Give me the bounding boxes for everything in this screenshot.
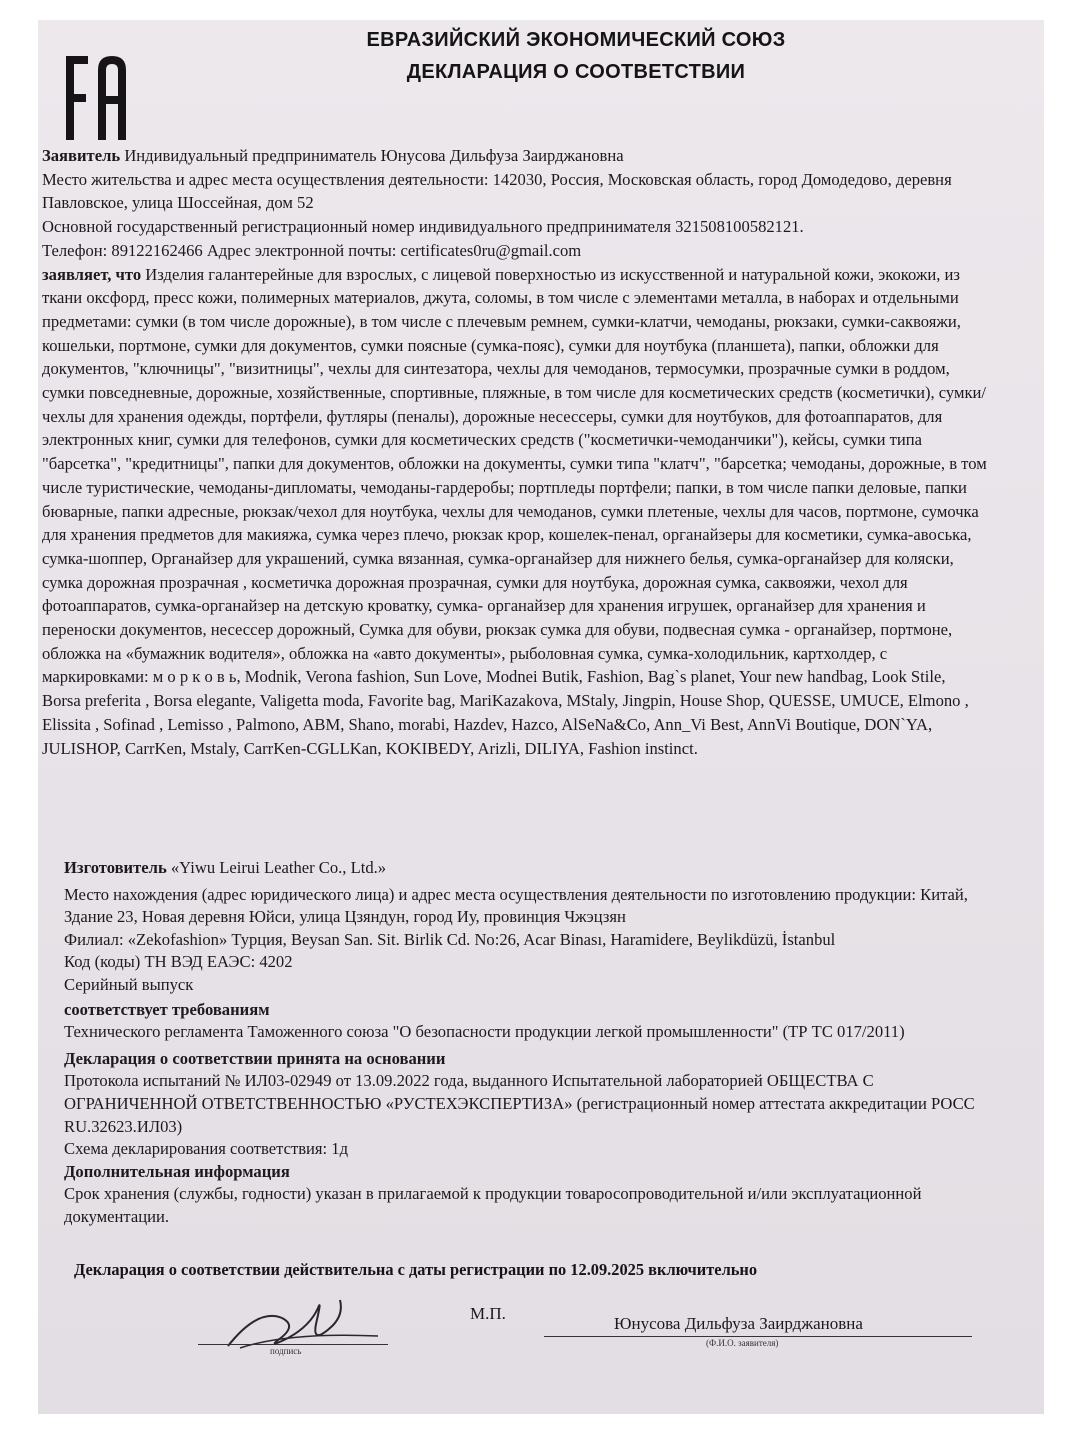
manufacturer-section: [64, 857, 994, 1229]
basis-label: Декларация о соответствии принята на основании: [64, 1048, 446, 1068]
basis-scheme: Схема декларирования соответствия: 1д: [64, 1139, 349, 1159]
declares-text: Изделия галантерейные для взрослых, с лицевой поверхностью из искусственной и натуральной кожи, экокожи, из ткани оксфорд, пресс кожи, полимерных материалов, джута, соломы, в том числе с элементами металла, в наборах и отдельными предметами: сумки (в том числе дорожные), в том числе с плечевым ремнем, сумки-клатчи, чемоданы, рюкзаки, сумки-саквояжи, кошельки, портмоне, сумки для документов, сумки поясные (сумка-пояс), сумки для ноутбука (планшета), папки, обложки для документов, "ключницы", "визитницы", чехлы для синтезатора, чехлы для чемоданов, термосумки, прозрачные сумки в роддом, сумки повседневные, дорожные, хозяйственные, спортивные, пляжные, в том числе для косметических средств (косметички), сумки/чехлы для хранения одежды, портфели, футляры (пеналы), дорожные несессеры, сумки для ноутбуков, для фотоаппаратов, для электронных книг, сумки для телефонов, сумки для косметических средств ("косметички-чемоданчики"), кейсы, сумки типа "барсетка", "кредитницы", папки для документов, обложки на документы, сумки типа "клатч", "барсетка; чемоданы, дорожные, в том числе туристические, чемоданы-дипломаты, чемоданы-гардеробы; портпледы портфели; папки, в том числе папки деловые, папки бюварные, папки адресные, рюкзак/чехол для ноутбука, чехлы для чемоданов, сумки плетеные, чехлы для часов, портмоне, сумочка для хранения предметов для макияжа, сумка через плечо, рюкзак крор, кошелек-пенал, органайзеры для косметики, сумка-авоська, сумка-шоппер, Органайзер для украшений, сумка вязанная, сумка-органайзер для нижнего белья, сумка-органайзер для коляски, сумка дорожная прозрачная , косметичка дорожная прозрачная, сумки для ноутбука, дорожная сумка, саквояжи, чехол для фотоаппаратов, сумка-органайзер на детскую кроватку, сумка- органайзер для хранения игрушек, органайзер для хранения и переноски документов, несессер дорожный, Сумка для обуви, рюкзак сумка для обуви, подвесная сумка - органайзер, портмоне, обложка на «бумажник водителя», обложка на «авто документы», рыболовная сумка, сумка-холодильник, картхолдер, с маркировками: м о р к о в ь, Modnik, Verona fashion, Sun Love, Modnei Butik, Fashion, Bag`s planet, Your new handbag, Look Stile, Borsa preferita , Borsa elegante, Valigetta moda, Favorite bag, MariKazakova, MStaly, Jingpin, House Shop, QUESSE, UMUCE, Elmono , Elissita , Sofinad , Lemisso , Palmono, ABM, Shano, morabi, Hazdev, Hazco, AlSeNa&Co, Ann_Vi Best, AnnVi Boutique, DON`YA, JULISHOP, CarrKen, Mstaly, CarrKen-CGLLKan, KOKIBEDY, Arizli, DILIYA, Fashion instinct.: [42, 264, 987, 758]
applicant-line: [42, 144, 988, 168]
applicant-name: Индивидуальный предприниматель Юнусова Дильфуза Заирджановна: [124, 146, 624, 165]
header-declaration-title: ДЕКЛАРАЦИЯ О СООТВЕТСТВИИ: [406, 61, 746, 83]
manufacturer-branch: Филиал: «Zekofashion» Турция, Beysan San. Sit. Birlik Cd. No:26, Acar Binası, Haramidere, Beylikdüzü, İstanbul: [64, 929, 836, 949]
document-header: [158, 24, 994, 88]
handwritten-signature: [218, 1288, 398, 1358]
validity-statement: Декларация о соответствии действительна с даты регистрации по 12.09.2025 включительно: [74, 1260, 758, 1279]
applicant-signature-name: Юнусова Дильфуза Заирджановна: [614, 1314, 863, 1333]
declaration-document: [38, 20, 1044, 1414]
applicant-section: [42, 144, 988, 760]
serial-release: Серийный выпуск: [64, 974, 194, 994]
basis-protocol: Протокола испытаний № ИЛ03-02949 от 13.09.2022 года, выданного Испытательной лабораторией ОБЩЕСТВА С ОГРАНИЧЕННОЙ ОТВЕТСТВЕННОСТЬЮ «РУСТЕХЭКСПЕРТИЗА» (регистрационный номер аттестата аккредитации РОСС RU.32623.ИЛ03): [64, 1071, 975, 1136]
conforms-label: соответствует требованиям: [64, 999, 270, 1019]
name-line: [544, 1336, 972, 1337]
name-caption: (Ф.И.О. заявителя): [706, 1338, 779, 1348]
declares-paragraph: [42, 263, 988, 761]
signature-caption: подпись: [270, 1346, 302, 1356]
header-union-title: ЕВРАЗИЙСКИЙ ЭКОНОМИЧЕСКИЙ СОЮЗ: [366, 29, 786, 51]
stamp-place: М.П.: [470, 1304, 506, 1323]
signature-line: [198, 1344, 388, 1345]
applicant-address: Место жительства и адрес места осуществления деятельности: 142030, Россия, Московская область, город Домодедово, деревня Павловское, улица Шоссейная, дом 52: [42, 169, 952, 213]
manufacturer-address: Место нахождения (адрес юридического лица) и адрес места осуществления деятельности по изготовлению продукции: Китай, Здание 23, Новая деревня Юйси, улица Цзяндун, город Иу, провинция Чжэцзян: [64, 884, 968, 927]
applicant-contacts: Телефон: 89122162466 Адрес электронной почты: certificates0ru@gmail.com: [42, 240, 582, 260]
signature-block: [38, 1288, 1044, 1408]
manufacturer-name: «Yiwu Leirui Leather Co., Ltd.»: [170, 858, 387, 877]
additional-text: Срок хранения (службы, годности) указан в прилагаемой к продукции товаросопроводительной и/или эксплуатационной документации.: [64, 1184, 922, 1226]
additional-label: Дополнительная информация: [64, 1161, 290, 1181]
applicant-ogrn: Основной государственный регистрационный номер индивидуального предпринимателя 321508100582121.: [42, 217, 804, 237]
manufacturer-label: Изготовитель: [64, 858, 167, 877]
manufacturer-line: [64, 857, 994, 880]
tnved-code: Код (коды) ТН ВЭД ЕАЭС: 4202: [64, 952, 293, 972]
eac-logo: [64, 48, 130, 144]
conforms-text: Технического регламента Таможенного союза "О безопасности продукции легкой промышленности" (ТР ТС 017/2011): [64, 1022, 905, 1042]
declares-label: заявляет, что: [42, 264, 142, 284]
applicant-label: Заявитель: [42, 146, 121, 165]
